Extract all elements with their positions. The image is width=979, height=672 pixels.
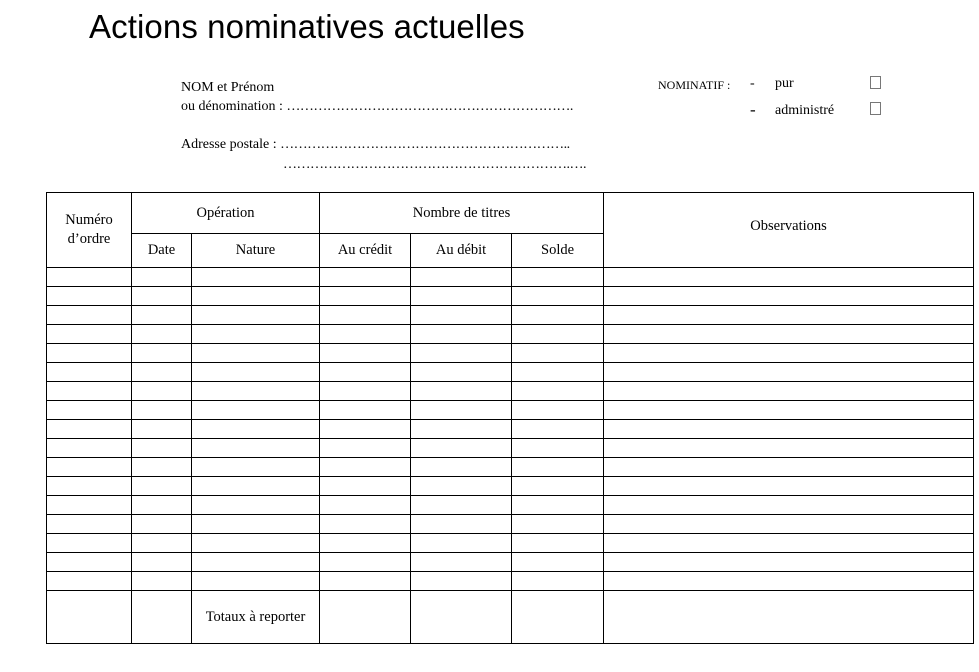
row-date-cell[interactable] xyxy=(132,382,192,401)
row-date-cell[interactable] xyxy=(132,572,192,591)
row-date-cell[interactable] xyxy=(132,496,192,515)
row-nature-cell[interactable] xyxy=(192,477,320,496)
row-credit-cell[interactable] xyxy=(320,382,411,401)
row-date-cell[interactable] xyxy=(132,287,192,306)
row-solde-cell[interactable] xyxy=(512,515,604,534)
row-solde-cell[interactable] xyxy=(512,439,604,458)
header-nombre-titres: Nombre de titres xyxy=(320,193,604,234)
table-row xyxy=(47,268,974,287)
total-solde-cell[interactable] xyxy=(512,591,604,644)
row-date-cell[interactable] xyxy=(132,515,192,534)
row-solde-cell[interactable] xyxy=(512,325,604,344)
row-observations-cell[interactable] xyxy=(604,572,974,591)
name-label-line2: ou dénomination : xyxy=(181,99,283,114)
row-nature-cell[interactable] xyxy=(192,382,320,401)
total-debit-cell[interactable] xyxy=(411,591,512,644)
table-row xyxy=(47,382,974,401)
row-numero-cell[interactable] xyxy=(47,382,132,401)
address-label: Adresse postale : xyxy=(181,137,277,152)
row-solde-cell[interactable] xyxy=(512,287,604,306)
row-date-cell[interactable] xyxy=(132,439,192,458)
row-debit-cell[interactable] xyxy=(411,287,512,306)
header-au-debit: Au débit xyxy=(411,234,512,268)
row-solde-cell[interactable] xyxy=(512,496,604,515)
row-nature-cell[interactable] xyxy=(192,306,320,325)
row-credit-cell[interactable] xyxy=(320,515,411,534)
row-numero-cell[interactable] xyxy=(47,344,132,363)
total-date-cell xyxy=(132,591,192,644)
row-date-cell[interactable] xyxy=(132,401,192,420)
row-credit-cell[interactable] xyxy=(320,496,411,515)
row-nature-cell[interactable] xyxy=(192,496,320,515)
row-nature-cell[interactable] xyxy=(192,553,320,572)
row-observations-cell[interactable] xyxy=(604,268,974,287)
row-date-cell[interactable] xyxy=(132,325,192,344)
row-observations-cell[interactable] xyxy=(604,382,974,401)
row-date-cell[interactable] xyxy=(132,306,192,325)
row-numero-cell[interactable] xyxy=(47,572,132,591)
total-numero-cell xyxy=(47,591,132,644)
row-observations-cell[interactable] xyxy=(604,401,974,420)
address-field[interactable] xyxy=(181,136,570,154)
total-observations-cell[interactable] xyxy=(604,591,974,644)
table-row xyxy=(47,363,974,382)
row-observations-cell[interactable] xyxy=(604,477,974,496)
row-debit-cell[interactable] xyxy=(411,401,512,420)
table-row xyxy=(47,401,974,420)
row-observations-cell[interactable] xyxy=(604,458,974,477)
nominatif-dash-2: - xyxy=(750,100,756,119)
table-row xyxy=(47,515,974,534)
row-observations-cell[interactable] xyxy=(604,363,974,382)
row-numero-cell[interactable] xyxy=(47,439,132,458)
header-numero-ordre: Numéro d’ordre xyxy=(47,193,132,268)
row-credit-cell[interactable] xyxy=(320,287,411,306)
table-row xyxy=(47,344,974,363)
row-numero-cell[interactable] xyxy=(47,401,132,420)
row-solde-cell[interactable] xyxy=(512,268,604,287)
row-debit-cell[interactable] xyxy=(411,553,512,572)
row-numero-cell[interactable] xyxy=(47,306,132,325)
row-solde-cell[interactable] xyxy=(512,382,604,401)
table-row xyxy=(47,287,974,306)
row-nature-cell[interactable] xyxy=(192,363,320,382)
row-debit-cell[interactable] xyxy=(411,344,512,363)
name-dotted-line: ………………………………………………………. xyxy=(286,99,573,114)
row-date-cell[interactable] xyxy=(132,268,192,287)
nominatif-option-administre-label: administré xyxy=(775,103,835,118)
row-nature-cell[interactable] xyxy=(192,534,320,553)
row-solde-cell[interactable] xyxy=(512,401,604,420)
row-debit-cell[interactable] xyxy=(411,420,512,439)
row-date-cell[interactable] xyxy=(132,553,192,572)
row-nature-cell[interactable] xyxy=(192,439,320,458)
row-debit-cell[interactable] xyxy=(411,496,512,515)
row-debit-cell[interactable] xyxy=(411,477,512,496)
total-label: Totaux à reporter xyxy=(192,591,320,644)
row-observations-cell[interactable] xyxy=(604,306,974,325)
header-observations: Observations xyxy=(604,193,974,268)
header-nature: Nature xyxy=(192,234,320,268)
row-observations-cell[interactable] xyxy=(604,515,974,534)
row-date-cell[interactable] xyxy=(132,344,192,363)
row-observations-cell[interactable] xyxy=(604,287,974,306)
row-date-cell[interactable] xyxy=(132,363,192,382)
row-credit-cell[interactable] xyxy=(320,401,411,420)
share-register-table xyxy=(46,192,974,644)
row-nature-cell[interactable] xyxy=(192,515,320,534)
name-label-line1: NOM et Prénom xyxy=(181,80,275,95)
row-nature-cell[interactable] xyxy=(192,572,320,591)
row-nature-cell[interactable] xyxy=(192,458,320,477)
address-dotted-line-1: ……………………………………………………….. xyxy=(280,137,570,152)
row-observations-cell[interactable] xyxy=(604,344,974,363)
nominatif-administre-checkbox[interactable] xyxy=(870,102,881,115)
row-observations-cell[interactable] xyxy=(604,325,974,344)
row-credit-cell[interactable] xyxy=(320,420,411,439)
row-credit-cell[interactable] xyxy=(320,268,411,287)
row-solde-cell[interactable] xyxy=(512,553,604,572)
row-nature-cell[interactable] xyxy=(192,325,320,344)
table-row xyxy=(47,420,974,439)
row-solde-cell[interactable] xyxy=(512,572,604,591)
row-credit-cell[interactable] xyxy=(320,306,411,325)
row-credit-cell[interactable] xyxy=(320,572,411,591)
row-debit-cell[interactable] xyxy=(411,572,512,591)
register-body xyxy=(47,268,974,591)
nominatif-label: NOMINATIF : xyxy=(658,78,731,92)
table-row xyxy=(47,572,974,591)
row-solde-cell[interactable] xyxy=(512,534,604,553)
row-credit-cell[interactable] xyxy=(320,477,411,496)
row-nature-cell[interactable] xyxy=(192,344,320,363)
table-row xyxy=(47,553,974,572)
row-date-cell[interactable] xyxy=(132,534,192,553)
table-row xyxy=(47,458,974,477)
row-numero-cell[interactable] xyxy=(47,420,132,439)
row-debit-cell[interactable] xyxy=(411,515,512,534)
row-numero-cell[interactable] xyxy=(47,534,132,553)
row-solde-cell[interactable] xyxy=(512,458,604,477)
document-title: Actions nominatives actuelles xyxy=(89,8,525,45)
header-operation: Opération xyxy=(132,193,320,234)
header-solde: Solde xyxy=(512,234,604,268)
row-credit-cell[interactable] xyxy=(320,534,411,553)
row-observations-cell[interactable] xyxy=(604,420,974,439)
row-credit-cell[interactable] xyxy=(320,363,411,382)
row-observations-cell[interactable] xyxy=(604,553,974,572)
row-nature-cell[interactable] xyxy=(192,401,320,420)
row-observations-cell[interactable] xyxy=(604,439,974,458)
row-nature-cell[interactable] xyxy=(192,268,320,287)
nominatif-option-pur-label: pur xyxy=(775,76,794,91)
row-numero-cell[interactable] xyxy=(47,496,132,515)
row-debit-cell[interactable] xyxy=(411,268,512,287)
row-numero-cell[interactable] xyxy=(47,325,132,344)
row-date-cell[interactable] xyxy=(132,477,192,496)
row-observations-cell[interactable] xyxy=(604,496,974,515)
table-row xyxy=(47,439,974,458)
row-debit-cell[interactable] xyxy=(411,325,512,344)
header-au-credit: Au crédit xyxy=(320,234,411,268)
row-solde-cell[interactable] xyxy=(512,306,604,325)
table-row xyxy=(47,325,974,344)
row-debit-cell[interactable] xyxy=(411,363,512,382)
row-observations-cell[interactable] xyxy=(604,534,974,553)
row-nature-cell[interactable] xyxy=(192,420,320,439)
row-nature-cell[interactable] xyxy=(192,287,320,306)
address-dotted-line-2[interactable]: ……………………………………………………….…. xyxy=(283,157,586,172)
table-row xyxy=(47,306,974,325)
header-date: Date xyxy=(132,234,192,268)
table-row xyxy=(47,477,974,496)
row-debit-cell[interactable] xyxy=(411,382,512,401)
row-numero-cell[interactable] xyxy=(47,287,132,306)
row-debit-cell[interactable] xyxy=(411,439,512,458)
row-credit-cell[interactable] xyxy=(320,325,411,344)
row-numero-cell[interactable] xyxy=(47,363,132,382)
row-numero-cell[interactable] xyxy=(47,553,132,572)
row-numero-cell[interactable] xyxy=(47,515,132,534)
row-credit-cell[interactable] xyxy=(320,553,411,572)
nominatif-pur-checkbox[interactable] xyxy=(870,76,881,89)
row-date-cell[interactable] xyxy=(132,420,192,439)
table-row xyxy=(47,534,974,553)
row-date-cell[interactable] xyxy=(132,458,192,477)
row-credit-cell[interactable] xyxy=(320,344,411,363)
row-credit-cell[interactable] xyxy=(320,439,411,458)
row-solde-cell[interactable] xyxy=(512,344,604,363)
row-solde-cell[interactable] xyxy=(512,420,604,439)
row-numero-cell[interactable] xyxy=(47,477,132,496)
nominatif-dash-1: - xyxy=(750,76,755,91)
row-debit-cell[interactable] xyxy=(411,458,512,477)
total-credit-cell[interactable] xyxy=(320,591,411,644)
row-numero-cell[interactable] xyxy=(47,268,132,287)
row-debit-cell[interactable] xyxy=(411,534,512,553)
row-solde-cell[interactable] xyxy=(512,477,604,496)
row-solde-cell[interactable] xyxy=(512,363,604,382)
row-debit-cell[interactable] xyxy=(411,306,512,325)
name-field[interactable] xyxy=(181,98,573,116)
table-row xyxy=(47,496,974,515)
row-numero-cell[interactable] xyxy=(47,458,132,477)
row-credit-cell[interactable] xyxy=(320,458,411,477)
